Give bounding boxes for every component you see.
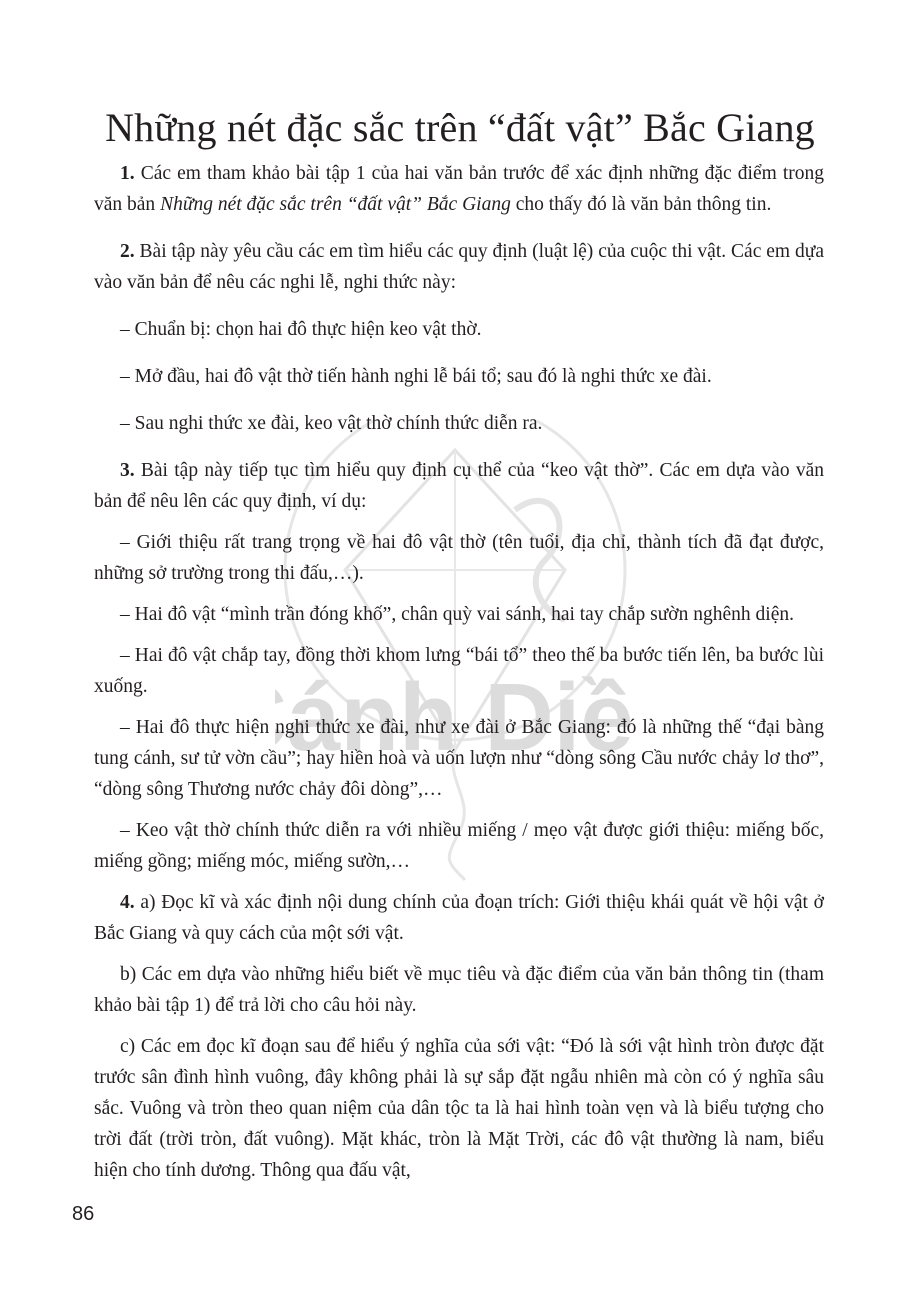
list-item: – Hai đô thực hiện nghi thức xe đài, như xe đài ở Bắc Giang: đó là những thế “đại bàng tung cánh, sư tử vờn cầu”; hay hiền hoà và uốn lượn như “dòng sông Cầu nước chảy lơ thơ”, “dòng sông Thương nước chảy đôi dòng”,… <box>94 717 824 800</box>
text-title-italic: Những nét đặc sắc trên “đất vật” Bắc Giang <box>160 194 511 215</box>
exercise-1: 1. Các em tham khảo bài tập 1 của hai văn bản trước để xác định những đặc điểm trong văn bản Những nét đặc sắc trên “đất vật” Bắc Giang cho thấy đó là văn bản thông tin. <box>94 163 824 215</box>
exercise-4: 4. a) Đọc kĩ và xác định nội dung chính của đoạn trích: Giới thiệu khái quát về hội vật ở Bắc Giang và quy cách của một sới vật. <box>94 892 824 944</box>
list-item: – Sau nghi thức xe đài, keo vật thờ chính thức diễn ra. <box>120 413 543 434</box>
exercise-number: 3. <box>120 460 135 481</box>
exercise-3: 3. Bài tập này tiếp tục tìm hiểu quy định cụ thể của “keo vật thờ”. Các em dựa vào văn bản để nêu lên các quy định, ví dụ: <box>94 460 824 512</box>
list-item: – Hai đô vật chắp tay, đồng thời khom lưng “bái tổ” theo thế ba bước tiến lên, ba bước lùi xuống. <box>94 645 824 697</box>
page-number: 86 <box>72 1203 95 1225</box>
exercise-2: 2. Bài tập này yêu cầu các em tìm hiểu các quy định (luật lệ) của cuộc thi vật. Các em dựa vào văn bản để nêu các nghi lễ, nghi thức này: <box>94 241 824 293</box>
list-item: – Keo vật thờ chính thức diễn ra với nhiều miếng / mẹo vật được giới thiệu: miếng bốc, miếng gồng; miếng móc, miếng sườn,… <box>94 820 824 872</box>
list-item: – Mở đầu, hai đô vật thờ tiến hành nghi lễ bái tổ; sau đó là nghi thức xe đài. <box>120 366 712 387</box>
exercise-number: 4. <box>120 892 135 913</box>
document-body <box>94 158 824 1196</box>
exercise-4c: c) Các em đọc kĩ đoạn sau để hiểu ý nghĩa của sới vật: “Đó là sới vật hình tròn được đặt trước sân đình hình vuông, đây không phải là sự sắp đặt ngẫu nhiên mà còn có ý nghĩa sâu sắc. Vuông và tròn theo quan niệm của dân tộc ta là hai hình toàn vẹn và là biểu tượng cho trời đất (trời tròn, đất vuông). Mặt khác, tròn là Mặt Trời, các đô vật thường là nam, biểu hiện cho tính dương. Thông qua đấu vật, <box>94 1036 824 1181</box>
watermark-text: ánh Diề <box>286 664 634 771</box>
exercise-4b: b) Các em dựa vào những hiểu biết về mục tiêu và đặc điểm của văn bản thông tin (tham khảo bài tập 1) để trả lời cho câu hỏi này. <box>94 964 824 1016</box>
list-item: – Hai đô vật “mình trần đóng khố”, chân quỳ vai sánh, hai tay chắp sườn nghênh diện. <box>120 604 794 625</box>
exercise-number: 1. <box>120 163 135 184</box>
list-item: – Chuẩn bị: chọn hai đô thực hiện keo vật thờ. <box>120 319 482 340</box>
exercise-number: 2. <box>120 241 135 262</box>
page-title: Những nét đặc sắc trên “đất vật” Bắc Giang <box>105 105 815 150</box>
list-item: – Giới thiệu rất trang trọng về hai đô vật thờ (tên tuổi, địa chỉ, thành tích đã đạt được, những sở trường trong thi đấu,…). <box>94 532 824 584</box>
